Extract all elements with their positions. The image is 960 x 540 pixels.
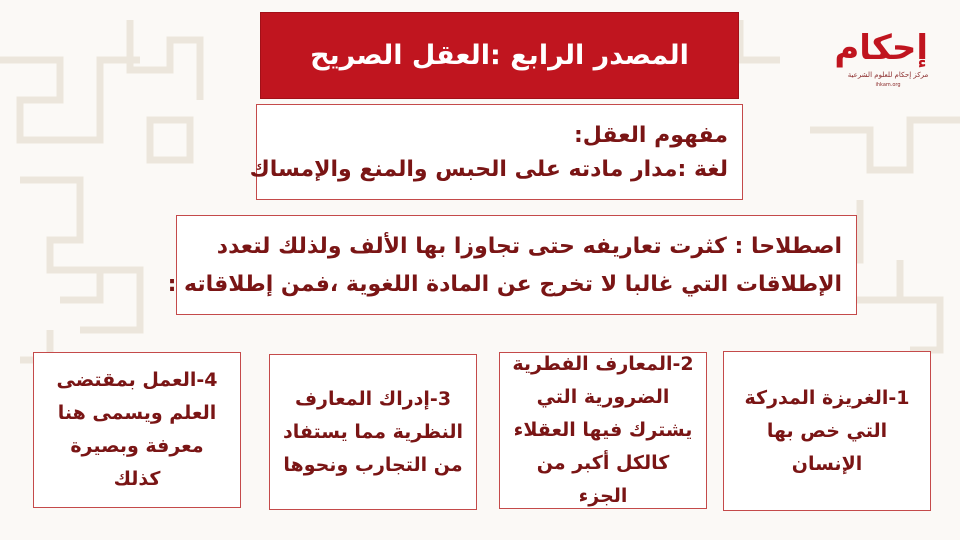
- terminology-line-2: الإطلاقات التي غالبا لا تخرج عن المادة اللغوية ،فمن إطلاقاته :: [167, 272, 842, 297]
- definition-lexical: لغة :مدار مادته على الحبس والمنع والإمساك: [249, 157, 728, 182]
- meaning-card-4: [33, 352, 241, 508]
- definition-heading: مفهوم العقل:: [573, 123, 728, 148]
- meaning-card-text: 1-الغريزة المدركة التي خص بها الإنسان: [744, 386, 910, 475]
- meaning-card-3: [269, 354, 477, 510]
- slide-title-banner: [260, 12, 739, 99]
- logo: [834, 24, 930, 94]
- meaning-card-1: [723, 351, 931, 511]
- meaning-card-text: 3-إدراك المعارف النظرية مما يستفاد من التجارب ونحوها: [282, 387, 464, 476]
- definition-box: [249, 104, 743, 200]
- meaning-card-2: [499, 352, 707, 509]
- slide-title: المصدر الرابع :العقل الصريح: [310, 40, 689, 71]
- meaning-card-text: 2-المعارف الفطرية الضرورية التي يشترك فيها العقلاء كالكل أكبر من الجزء: [512, 353, 694, 507]
- terminology-line-1: اصطلاحا : كثرت تعاريفه حتى تجاوزا بها الألف ولذلك لتعدد: [216, 234, 842, 259]
- meaning-card-text: 4-العمل بمقتضى العلم ويسمى هنا معرفة وبصيرة كذلك: [56, 369, 218, 490]
- terminology-box: [167, 215, 857, 315]
- logo-subtitle: مركز إحكام للعلوم الشرعية: [847, 71, 929, 79]
- logo-wordmark: إحكام: [834, 28, 928, 68]
- logo-tagline: ihkam.org: [875, 82, 901, 88]
